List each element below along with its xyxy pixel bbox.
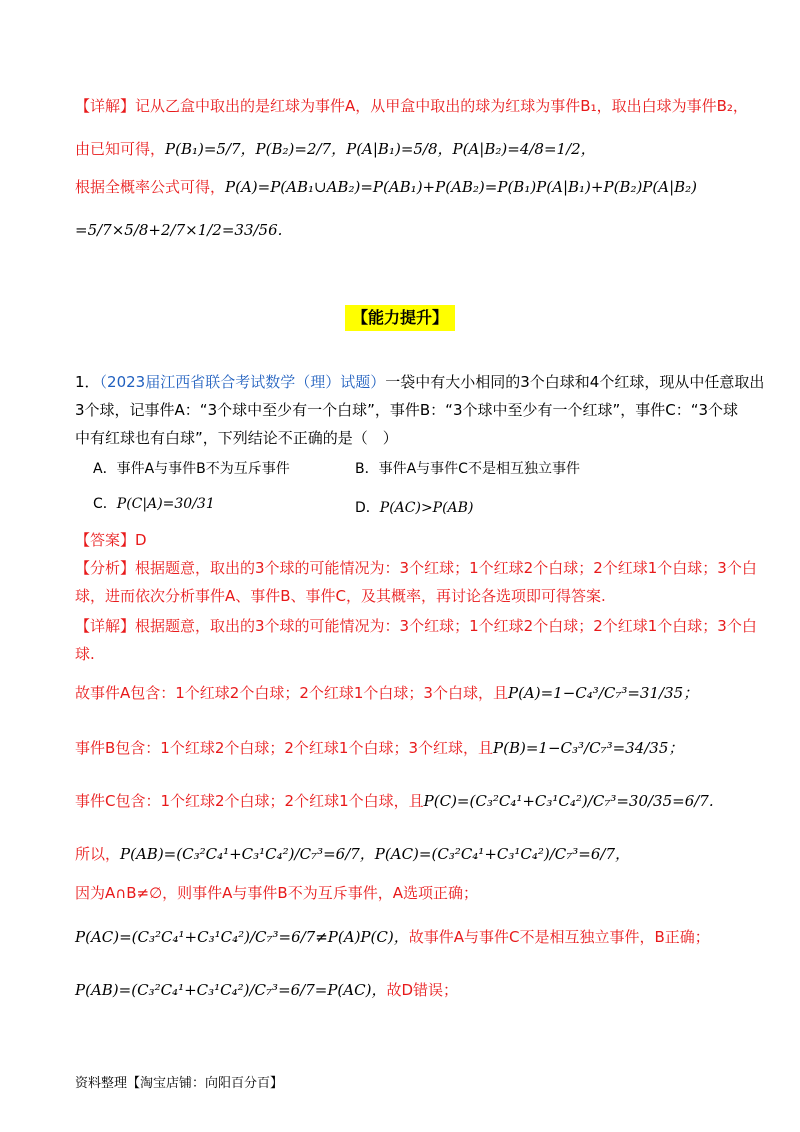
detail-line-2 bbox=[75, 642, 95, 666]
option-a: A．事件A与事件B不为互斥事件 bbox=[93, 461, 290, 477]
pab-line bbox=[75, 978, 458, 1002]
event-a-math: P(A)=1−C₄³/C₇³=31/35； bbox=[507, 684, 699, 702]
pac-line bbox=[75, 925, 710, 949]
option-d bbox=[355, 497, 473, 517]
q1-stem-1: 一袋中有大小相同的3个白球和4个红球，现从中任意取出 bbox=[385, 373, 765, 391]
event-c-line bbox=[75, 789, 714, 813]
pab-text: 故D错误； bbox=[386, 981, 459, 999]
event-c-math: P(C)=(C₃²C₄¹+C₃¹C₄²)/C₇³=30/35=6/7. bbox=[423, 792, 714, 810]
analysis-line-1 bbox=[75, 556, 757, 580]
so-line bbox=[75, 842, 630, 866]
event-c-text: 事件C包含：1个红球2个白球；2个红球1个白球，且 bbox=[75, 792, 424, 810]
detail-line-1 bbox=[75, 614, 757, 638]
option-d-label: D． bbox=[355, 500, 380, 516]
prev-total-prob-math: P(A)=P(AB₁∪AB₂)=P(AB₁)+P(AB₂)=P(B₁)P(A|B₁)+P(B₂)P(A|B₂) bbox=[225, 178, 698, 196]
q1-number: 1． bbox=[75, 373, 100, 391]
option-c-label: C． bbox=[93, 496, 117, 512]
analysis-text-1: 根据题意，取出的3个球的可能情况为：3个红球；1个红球2个白球；2个红球1个白球；3个白 bbox=[135, 559, 757, 577]
prev-detail-tag: 【详解】 bbox=[75, 97, 136, 115]
event-b-math: P(B)=1−C₃³/C₇³=34/35； bbox=[493, 739, 684, 757]
analysis-text-2: 球，进而依次分析事件A、事件B、事件C，及其概率，再讨论各选项即可得答案. bbox=[75, 587, 606, 605]
page-footer: 资料整理【淘宝店铺：向阳百分百】 bbox=[75, 1076, 284, 1091]
event-a-line bbox=[75, 681, 698, 705]
pab-math: P(AB)=(C₃²C₄¹+C₃¹C₄²)/C₇³=6/7=P(AC)， bbox=[75, 981, 387, 999]
analysis-line-2 bbox=[75, 584, 606, 608]
prev-total-prob-line bbox=[75, 175, 697, 199]
q1-line-3 bbox=[75, 426, 398, 450]
so-label: 所以， bbox=[75, 845, 121, 863]
prev-detail-text: 记从乙盒中取出的是红球为事件A，从甲盒中取出的球为红球为事件B₁，取出白球为事件B₂， bbox=[135, 97, 748, 115]
event-b-line bbox=[75, 736, 683, 760]
prev-detail-line-1 bbox=[75, 94, 748, 118]
q1-stem-2: 3个球，记事件A：“3个球中至少有一个白球”，事件B：“3个球中至少有一个红球”，事件C：“3个球 bbox=[75, 401, 739, 419]
answer-line bbox=[75, 528, 147, 552]
section-title: 【能力提升】 bbox=[345, 305, 455, 331]
so-math: P(AB)=(C₃²C₄¹+C₃¹C₄²)/C₇³=6/7，P(AC)=(C₃²C₄¹+C₃¹C₄²)/C₇³=6/7， bbox=[120, 845, 631, 863]
option-c-math: P(C|A)=30/31 bbox=[116, 496, 215, 512]
option-c bbox=[93, 493, 215, 513]
option-d-math: P(AC)>P(AB) bbox=[379, 500, 474, 516]
prev-result-math: =5/7×5/8+2/7×1/2=33/56. bbox=[75, 221, 283, 239]
analysis-tag: 【分析】 bbox=[75, 559, 136, 577]
q1-line-1 bbox=[75, 370, 764, 394]
event-b-text: 事件B包含：1个红球2个白球；2个红球1个白球；3个红球，且 bbox=[75, 739, 494, 757]
prev-given-math: P(B₁)=5/7，P(B₂)=2/7，P(A|B₁)=5/8，P(A|B₂)=4/8=1/2， bbox=[165, 140, 596, 158]
because-text: 因为A∩B≠∅，则事件A与事件B不为互斥事件，A选项正确； bbox=[75, 884, 478, 902]
q1-source: （2023届江西省联合考试数学（理）试题） bbox=[99, 373, 386, 391]
q1-stem-3: 中有红球也有白球”，下列结论不正确的是（ ） bbox=[75, 429, 398, 447]
detail-text-2: 球. bbox=[75, 645, 95, 663]
answer-tag: 【答案】 bbox=[75, 531, 136, 549]
option-b: B．事件A与事件C不是相互独立事件 bbox=[355, 461, 580, 477]
detail-text-1: 根据题意，取出的3个球的可能情况为：3个红球；1个红球2个白球；2个红球1个白球；3个白 bbox=[135, 617, 757, 635]
event-a-text: 故事件A包含：1个红球2个白球；2个红球1个白球；3个白球，且 bbox=[75, 684, 508, 702]
prev-given-label: 由已知可得， bbox=[75, 140, 166, 158]
detail-tag: 【详解】 bbox=[75, 617, 136, 635]
prev-result-line bbox=[75, 218, 282, 242]
q1-line-2 bbox=[75, 398, 738, 422]
because-line bbox=[75, 881, 478, 905]
pac-text: 故事件A与事件C不是相互独立事件，B正确； bbox=[408, 928, 710, 946]
prev-given-line bbox=[75, 137, 596, 161]
prev-total-prob-label: 根据全概率公式可得， bbox=[75, 178, 226, 196]
answer-value: D bbox=[135, 531, 147, 549]
pac-math: P(AC)=(C₃²C₄¹+C₃¹C₄²)/C₇³=6/7≠P(A)P(C)， bbox=[75, 928, 409, 946]
